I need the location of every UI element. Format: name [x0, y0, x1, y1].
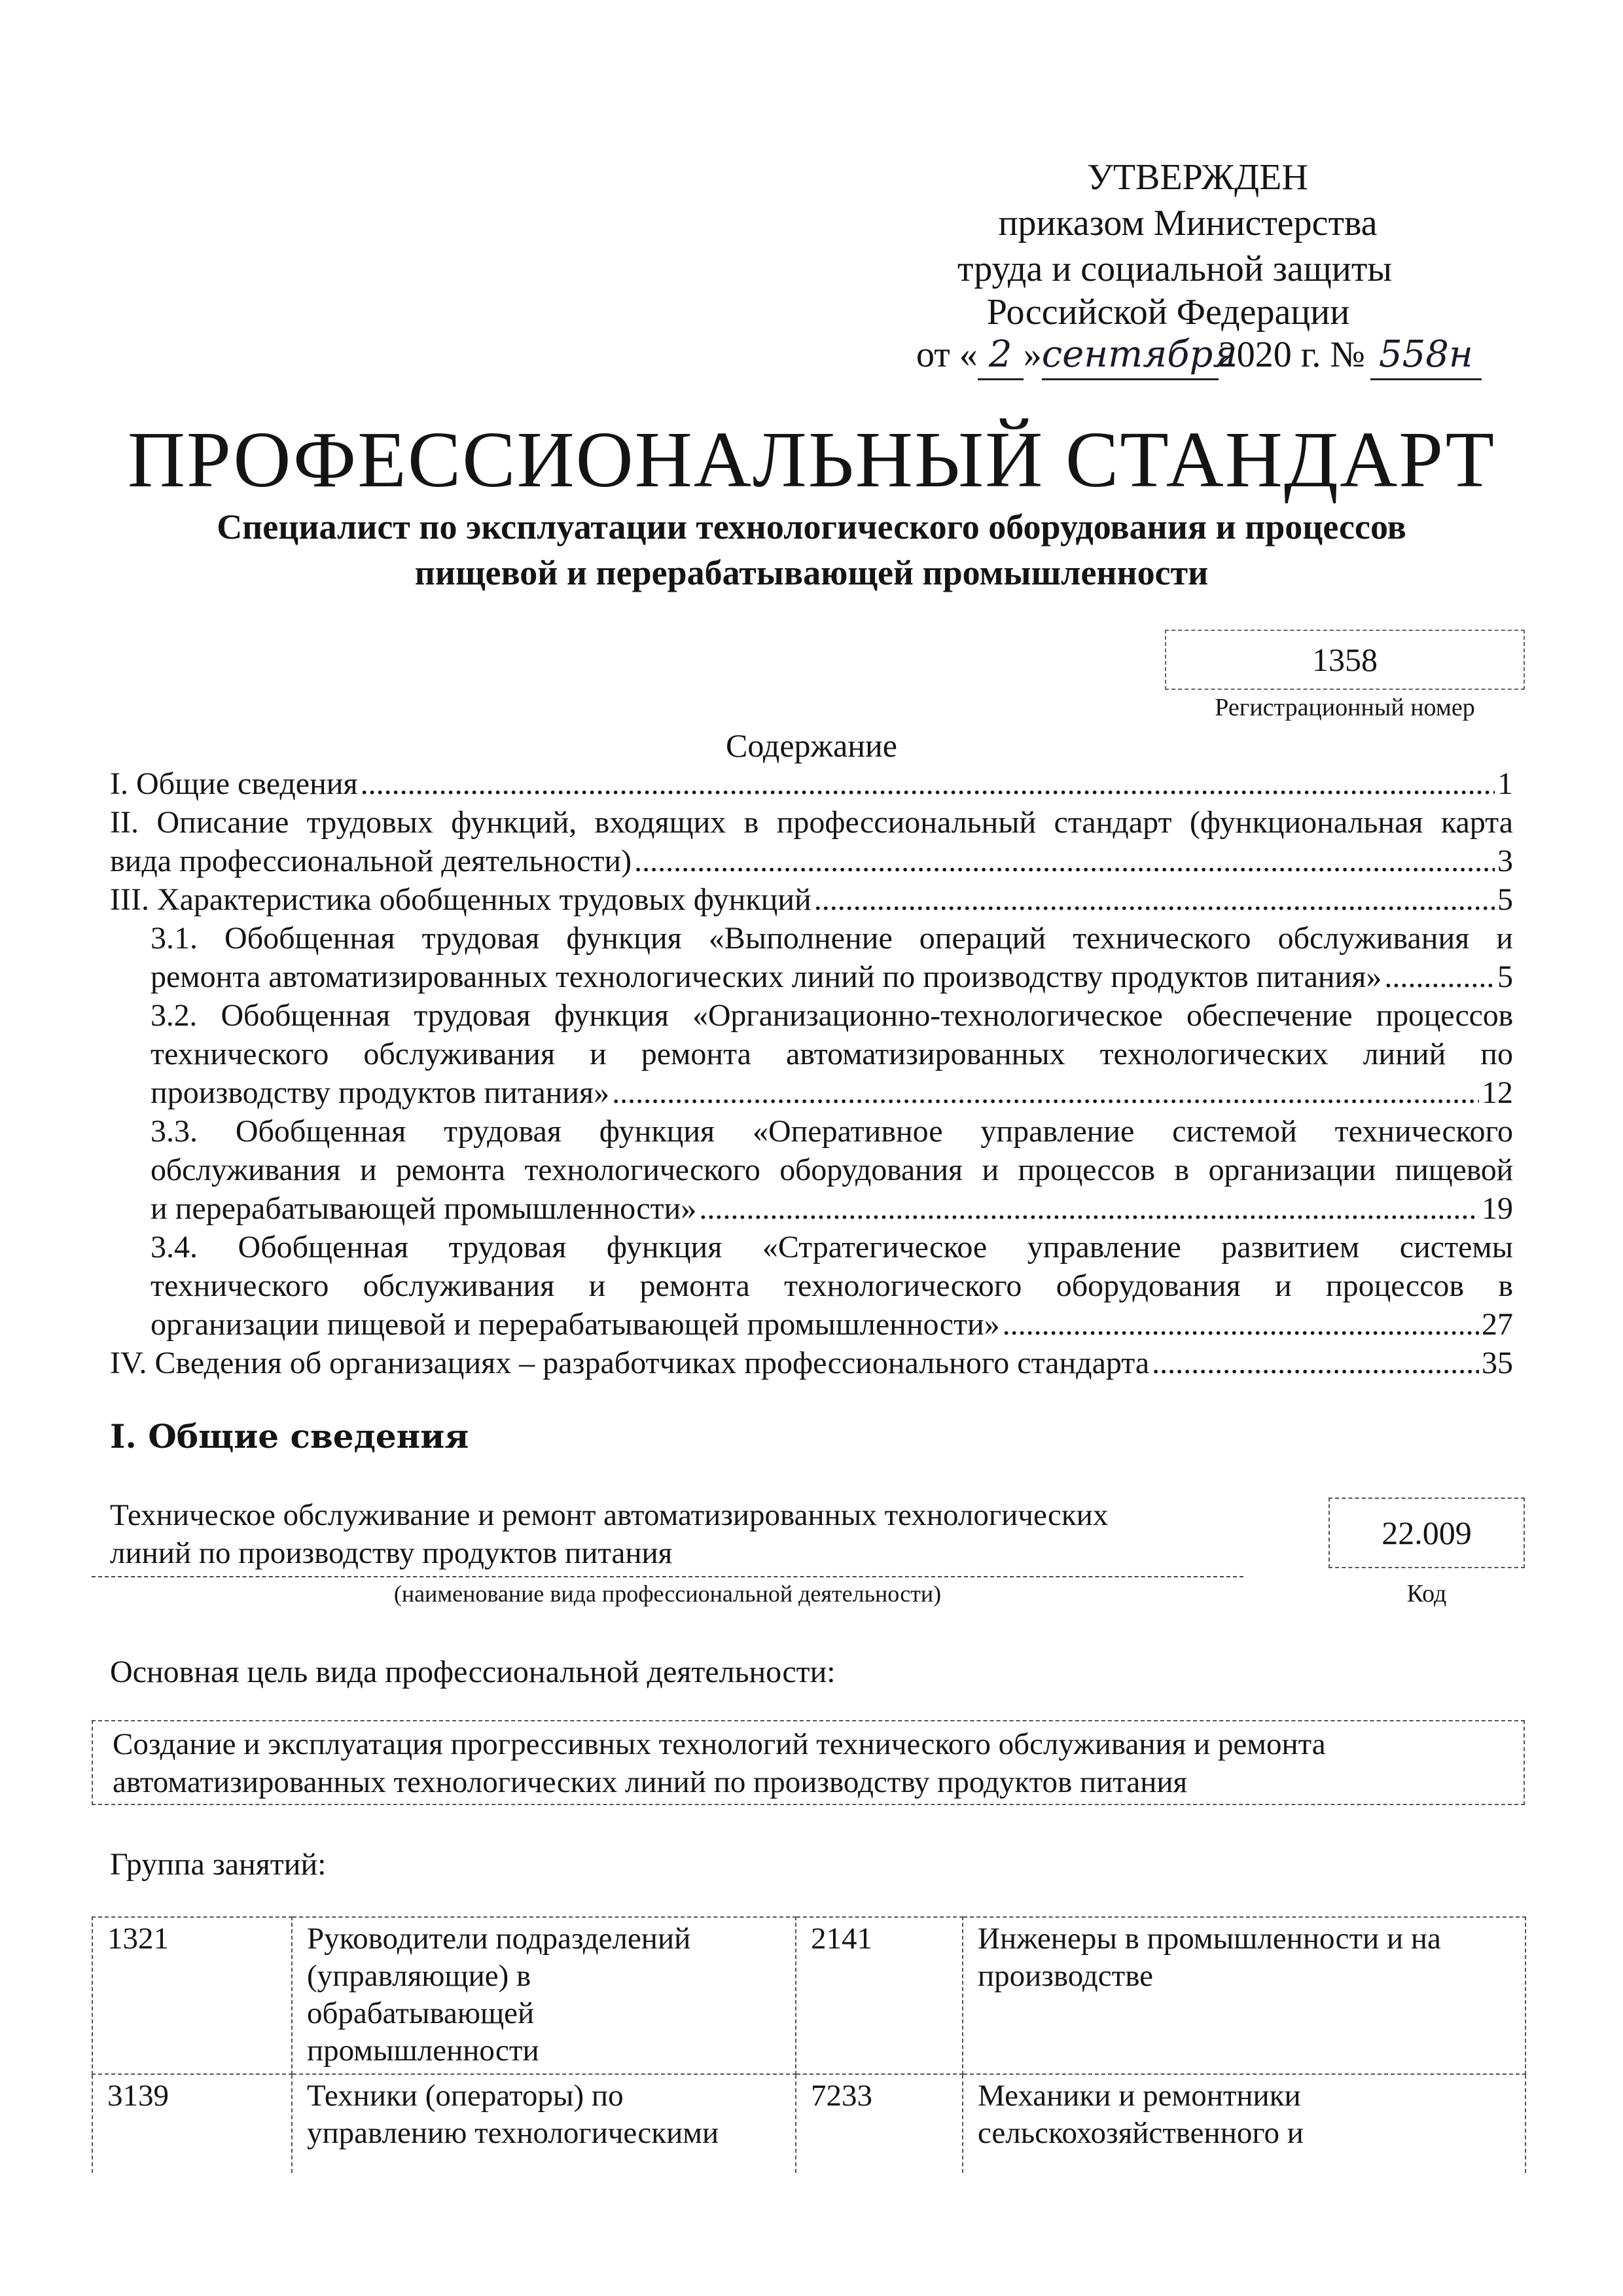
activity-name — [110, 1496, 1249, 1572]
goal-line-2: автоматизированных технологических линий по производству продуктов питания — [113, 1765, 1188, 1799]
occupation-name — [292, 1917, 796, 2074]
occupation-name-line: Руководители подразделений — [307, 1922, 691, 1956]
toc-page-number: 35 — [1482, 1346, 1513, 1380]
toc-entry-3-2[interactable] — [110, 996, 1513, 1112]
toc-entry-line: 3.2. Обобщенная трудовая функция «Организационно-технологическое обеспечение процессов — [151, 998, 1513, 1033]
toc-entry-line: производству продуктов питания» — [151, 1075, 610, 1110]
table-row — [92, 1917, 1525, 2074]
toc-entry-line: обслуживания и ремонта технологического оборудования и процессов в организации пищевой — [151, 1153, 1513, 1187]
toc-entry-line: 3.3. Обобщенная трудовая функция «Оперативное управление системой технического — [151, 1114, 1513, 1149]
toc-entry-3[interactable] — [110, 880, 1513, 919]
toc-heading: Содержание — [726, 727, 897, 764]
activity-caption: (наименование вида профессиональной деятельности) — [393, 1581, 942, 1607]
occupation-name-line: Техники (операторы) по — [307, 2079, 624, 2113]
occupation-name-line: производстве — [978, 1959, 1153, 1993]
order-date-mid: » — [1023, 334, 1042, 375]
toc-entry-line: технического обслуживания и ремонта автоматизированных технологических линий по — [151, 1037, 1513, 1071]
standard-subtitle — [98, 504, 1525, 596]
order-number-handwritten: 558н — [1370, 331, 1482, 380]
toc-entry-3-4[interactable] — [110, 1228, 1513, 1344]
occupation-name-line: обрабатывающей — [307, 1996, 535, 2030]
toc-page-number: 1 — [1497, 766, 1513, 801]
order-month-handwritten: сентября — [1042, 331, 1219, 380]
occupation-name-line: промышленности — [307, 2034, 539, 2068]
occupation-group-label: Группа занятий: — [110, 1847, 327, 1882]
table-of-contents — [110, 764, 1513, 1382]
toc-entry-4[interactable] — [110, 1344, 1513, 1382]
occupation-code: 1321 — [92, 1917, 292, 2074]
standard-subtitle-line-1: Специалист по эксплуатации технологического оборудования и процессов — [217, 507, 1406, 547]
occupation-code: 7233 — [796, 2074, 963, 2173]
goal-box — [92, 1720, 1525, 1805]
toc-page-number: 3 — [1497, 844, 1513, 878]
toc-page-number: 27 — [1482, 1307, 1513, 1342]
toc-entry-text: III. Характеристика обобщенных трудовых функций — [110, 882, 812, 917]
approval-line-2: труда и социальной защиты — [957, 249, 1392, 289]
approval-order-line — [916, 331, 1544, 380]
toc-entry-text: IV. Сведения об организациях – разработчиках профессионального стандарта — [110, 1346, 1150, 1380]
toc-entry-line: 3.4. Обобщенная трудовая функция «Стратегическое управление развитием системы — [151, 1230, 1513, 1265]
activity-name-line-2: линий по производству продуктов питания — [110, 1536, 673, 1570]
toc-entry-3-3[interactable] — [110, 1112, 1513, 1228]
activity-code-box: 22.009 — [1329, 1498, 1525, 1568]
order-year: 2020 г. № — [1218, 334, 1365, 375]
approval-title: УТВЕРЖДЕН — [1087, 157, 1308, 198]
toc-page-number: 5 — [1497, 960, 1513, 994]
table-row — [92, 2074, 1525, 2173]
toc-entry-3-1[interactable] — [110, 919, 1513, 996]
occupation-name — [963, 1917, 1525, 2074]
toc-page-number: 12 — [1482, 1075, 1513, 1110]
toc-entry-text: I. Общие сведения — [110, 766, 358, 801]
toc-entry-line: организации пищевой и перерабатывающей промышленности» — [151, 1307, 1000, 1342]
toc-page-number: 5 — [1497, 882, 1513, 917]
toc-entry-line: 3.1. Обобщенная трудовая функция «Выполнение операций технического обслуживания и — [151, 921, 1513, 956]
occupation-group-table — [92, 1916, 1526, 2173]
occupation-name-line: Инженеры в промышленности и на — [978, 1922, 1441, 1956]
registration-number-box: 1358 — [1165, 630, 1525, 690]
toc-entry-line: технического обслуживания и ремонта технологического оборудования и процессов в — [151, 1268, 1513, 1303]
toc-page-number: 19 — [1482, 1191, 1513, 1226]
toc-entry-1[interactable] — [110, 764, 1513, 803]
approval-line-3: Российской Федерации — [986, 292, 1350, 332]
toc-entry-line: II. Описание трудовых функций, входящих в профессиональный стандарт (функциональная карта — [110, 805, 1513, 840]
approval-line-1: приказом Министерства — [998, 203, 1378, 243]
standard-title: ПРОФЕССИОНАЛЬНЫЙ СТАНДАРТ — [127, 416, 1496, 504]
toc-entry-2[interactable] — [110, 803, 1513, 880]
toc-entry-line: вида профессиональной деятельности) — [110, 844, 632, 878]
occupation-name-line: (управляющие) в — [307, 1959, 531, 1993]
occupation-name-line: управлению технологическими — [307, 2116, 719, 2150]
occupation-name — [963, 2074, 1525, 2173]
occupation-name — [292, 2074, 796, 2173]
toc-entry-line: и перерабатывающей промышленности» — [151, 1191, 697, 1226]
registration-number-label: Регистрационный номер — [1215, 694, 1475, 721]
standard-subtitle-line-2: пищевой и перерабатывающей промышленности — [414, 553, 1209, 592]
goal-label: Основная цель вида профессиональной деятельности: — [110, 1655, 836, 1689]
order-day-handwritten: 2 — [978, 331, 1024, 380]
order-date-prefix: от « — [916, 334, 978, 375]
goal-line-1: Создание и эксплуатация прогрессивных технологий технического обслуживания и ремонта — [113, 1727, 1326, 1761]
toc-entry-line: ремонта автоматизированных технологических линий по производству продуктов питания» — [151, 960, 1382, 994]
activity-name-line-1: Техническое обслуживание и ремонт автоматизированных технологических — [110, 1498, 1109, 1532]
occupation-name-line: Механики и ремонтники — [978, 2079, 1301, 2113]
section-title: I. Общие сведения — [110, 1417, 469, 1456]
occupation-name-line: сельскохозяйственного и — [978, 2116, 1304, 2150]
occupation-code: 3139 — [92, 2074, 292, 2173]
occupation-code: 2141 — [796, 1917, 963, 2074]
activity-code-caption: Код — [1406, 1580, 1447, 1607]
